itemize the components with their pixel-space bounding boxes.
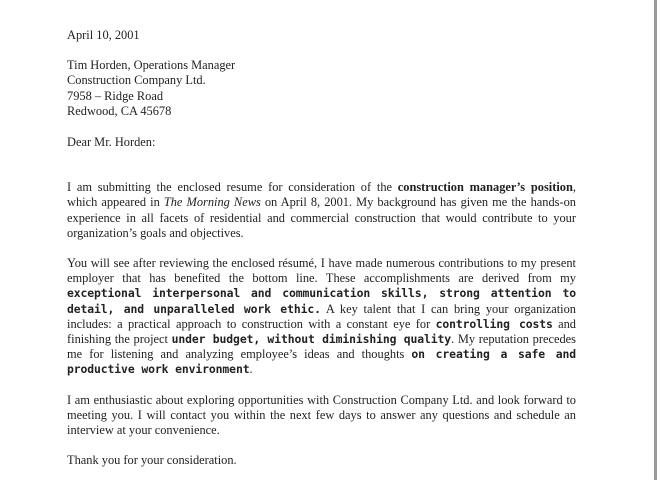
page-edge-border: [654, 0, 657, 480]
p2-bold-skills: exceptional interpersonal and communication skills, strong attention to detail, and unparalleled work ethic.: [67, 286, 576, 316]
recipient-city-state-zip: Redwood, CA 45678: [67, 103, 172, 118]
closing-line: Thank you for your consideration.: [67, 453, 237, 468]
recipient-company: Construction Company Ltd.: [67, 73, 206, 88]
body-paragraph-1: [67, 180, 576, 241]
salutation: Dear Mr. Horden:: [67, 135, 156, 150]
p2-bold-environment: on creating a safe and productive work environment: [67, 347, 576, 377]
p2-bold-budget: under budget, without diminishing quality: [171, 332, 452, 347]
p1-text-1: I am submitting the enclosed resume for consideration of the: [67, 180, 398, 195]
p1-italic-newspaper: The Morning News: [163, 195, 261, 210]
p1-text-3: on April 8, 2001. My background has given me the hands-on experience in all facets of residential and commercial construction that would contribute to your organization’s goals and objectives.: [67, 195, 576, 240]
p1-bold-position: construction manager’s position: [397, 180, 573, 195]
p2-text-1: You will see after reviewing the enclosed résumé, I have made numerous contributions to my present employer that has benefited the bottom line. These accomplishments are derived from my: [67, 256, 576, 286]
p2-text-3: and finishing the project: [67, 316, 576, 347]
p1-text-2: , which appeared in: [67, 180, 576, 210]
p2-text-4: . My reputation precedes me for listening and analyzing employee’s ideas and thoughts: [67, 332, 576, 362]
letter-date: April 10, 2001: [67, 28, 140, 42]
recipient-street: 7958 – Ridge Road: [67, 88, 164, 103]
cover-letter: [67, 28, 576, 480]
p2-text-5: .: [249, 362, 253, 377]
recipient-address: [67, 58, 576, 119]
recipient-name-title: Tim Horden, Operations Manager: [67, 58, 236, 73]
p2-bold-costs: controlling costs: [435, 316, 553, 331]
body-paragraph-3: I am enthusiastic about exploring opportunities with Construction Company Ltd. and look forward to meeting you. I will contact you within the next few days to answer any questions and schedule an interview at your convenience.: [67, 392, 576, 438]
p2-text-2: A key talent that I can bring your organization includes: a practical approach to construction with a constant eye for: [67, 301, 577, 331]
body-paragraph-2: [67, 256, 576, 378]
